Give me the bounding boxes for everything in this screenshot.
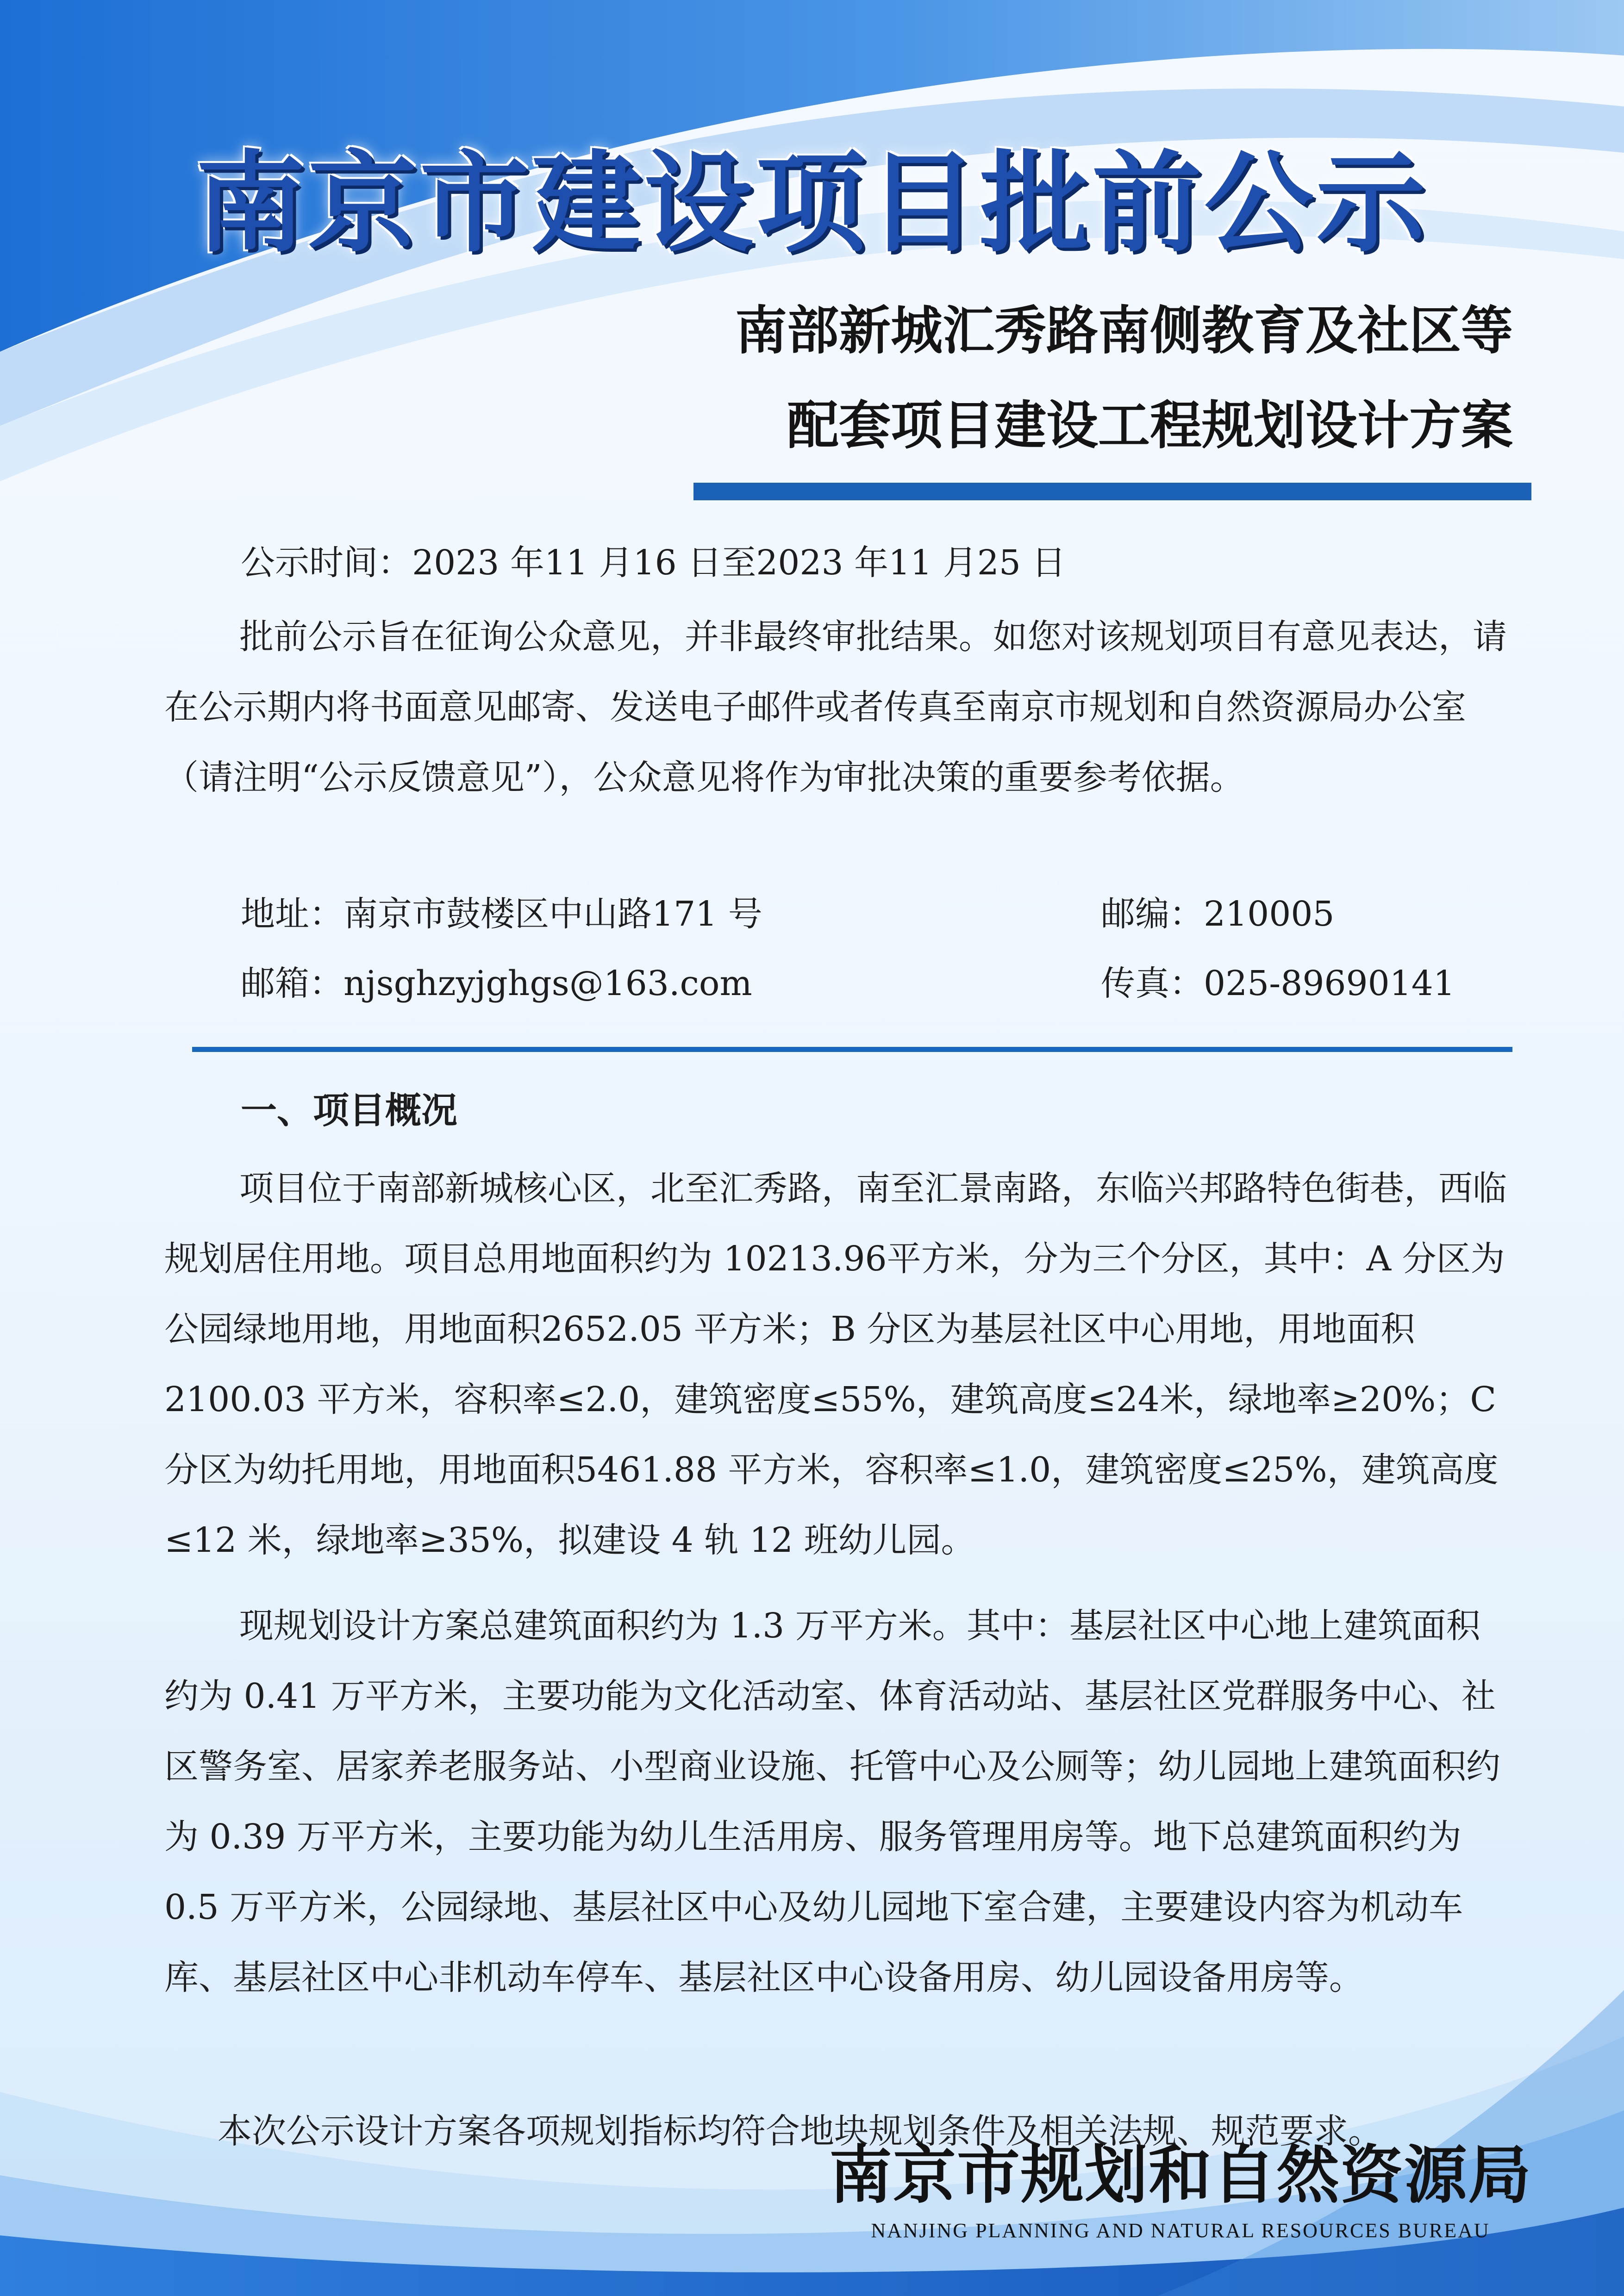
issuing-organization: 南京市规划和自然资源局 [829, 2138, 1532, 2212]
project-subtitle-line1: 南部新城汇秀路南侧教育及社区等 [735, 300, 1513, 361]
overview-paragraph-1: 项目位于南部新城核心区，北至汇秀路，南至汇景南路，东临兴邦路特色街巷，西临规划居住用地。项目总用地面积约为 10213.96平方米，分为三个分区，其中：A 分区为公园绿地用地，用地面积2652.05 平方米；B 分区为基层社区中心用地，用地面积2100.03 平方米，容积率≤2.0，建筑密度≤55%，建筑高度≤24米，绿地率≥20%；C 分区为幼托用地，用地面积5461.88 平方米，容积率≤1.0，建筑密度≤25%，建筑高度≤12 米，绿地率≥35%，拟建设 4 轨 12 班幼儿园。 [164, 1169, 1507, 1560]
title-underline [693, 483, 1531, 500]
project-subtitle-line2: 配套项目建设工程规划设计方案 [787, 395, 1513, 456]
issuing-organization-english: NANJING PLANNING AND NATURAL RESOURCES BUREAU [871, 2219, 1490, 2242]
page-title: 南京市建设项目批前公示 [195, 140, 1428, 267]
contact-email: 邮箱：njsghzyjghgs@163.com [241, 964, 752, 1003]
contact-fax: 传真：025-89690141 [1101, 964, 1455, 1003]
contact-address: 地址：南京市鼓楼区中山路171 号 [241, 894, 762, 934]
overview-paragraph-2: 现规划设计方案总建筑面积约为 1.3 万平方米。其中：基层社区中心地上建筑面积约为 0.41 万平方米，主要功能为文化活动室、体育活动站、基层社区党群服务中心、社区警务室、居家养老服务站、小型商业设施、托管中心及公厕等；幼儿园地上建筑面积约为 0.39 万平方米，主要功能为幼儿生活用房、服务管理用房等。地下总建筑面积约为 0.5 万平方米，公园绿地、基层社区中心及幼儿园地下室合建，主要建设内容为机动车库、基层社区中心非机动车停车、基层社区中心设备用房、幼儿园设备用房等。 [164, 1606, 1500, 1997]
closing-statement: 本次公示设计方案各项规划指标均符合地块规划条件及相关法规、规范要求。 [218, 2111, 1382, 2151]
section-divider [192, 1047, 1512, 1052]
publish-period: 公示时间：2023 年11 月16 日至2023 年11 月25 日 [241, 543, 1066, 583]
contact-postcode: 邮编：210005 [1101, 894, 1335, 934]
section-heading: 一、项目概况 [241, 1090, 458, 1132]
notice-intro: 批前公示旨在征询公众意见，并非最终审批结果。如您对该规划项目有意见表达，请在公示期内将书面意见邮寄、发送电子邮件或者传真至南京市规划和自然资源局办公室（请注明“公示反馈意见”），公众意见将作为审批决策的重要参考依据。 [164, 617, 1507, 797]
